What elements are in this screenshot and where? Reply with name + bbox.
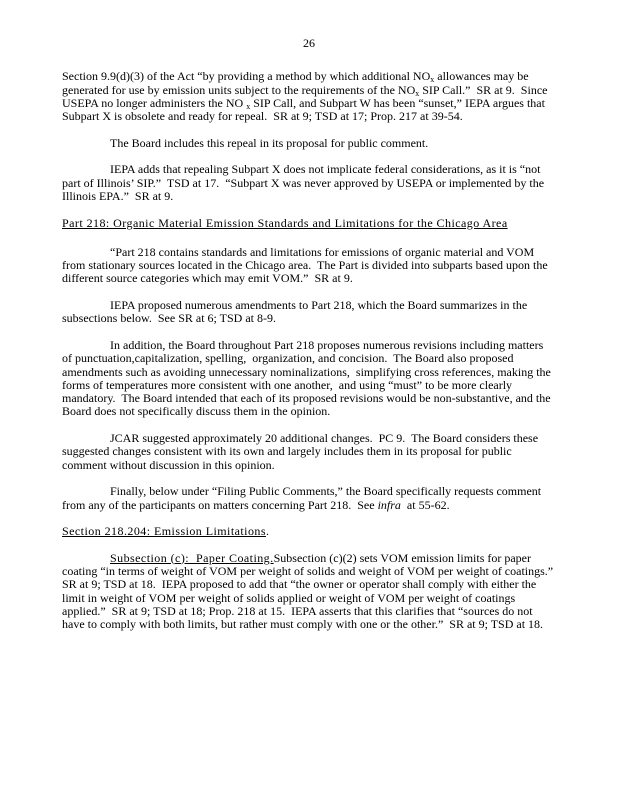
text-run: SIP Call, and Subpart W has been “sunset,” IEPA argues that Subpart X is obsolete and ready for repeal. SR at 9; TSD at 17; Prop. 217 at 39-54. bbox=[62, 95, 548, 124]
paragraph-filing-public-comments bbox=[62, 485, 556, 512]
text-run: allowances may be generated for use by emission units subject to the requirements of the NO bbox=[62, 69, 532, 97]
text-run: Finally, below under “Filing Public Comments,” the Board specifically requests comment from any of the participants on matters concerning Part 218. See bbox=[62, 484, 545, 512]
subsection-c-heading-text: Subsection (c): Paper Coating. bbox=[110, 550, 274, 565]
paragraph-board-revisions: In addition, the Board throughout Part 218 proposes numerous revisions including matters of punctuation,capitalization, spelling, organization, and concision. The Board also proposed amendments such as avoiding unnecessary nominalizations, simplifying cross references, making the forms of temperatures more consistent with one another, and using “must” to be more clearly mandatory. The Board intended that each of its proposed revisions would be non-substantive, and the Board does not specifically discuss them in the opinion. bbox=[62, 337, 554, 419]
subscript-x: x bbox=[246, 101, 251, 111]
italic-infra: infra bbox=[377, 497, 401, 512]
paragraph-iepa-proposed-amendments: IEPA proposed numerous amendments to Part 218, which the Board summarizes in the subsections below. See SR at 6; TSD at 8-9. bbox=[62, 298, 531, 326]
paragraph-iepa-federal-considerations: IEPA adds that repealing Subpart X does not implicate federal considerations, as it is “not part of Illinois’ SIP.” TSD at 17. “Subpart X was never approved by USEPA or implemented by the Illinois EPA.” SR at 9. bbox=[62, 162, 548, 203]
heading-section-218-204-text: Section 218.204: Emission Limitations bbox=[62, 524, 266, 539]
heading-part-218 bbox=[62, 217, 556, 230]
paragraph-board-includes-repeal: The Board includes this repeal in its proposal for public comment. bbox=[110, 135, 429, 150]
heading-section-218-204 bbox=[62, 525, 556, 538]
paragraph-part218-contains: “Part 218 contains standards and limitations for emissions of organic material and VOM from stationary sources located in the Chicago area. The Part is divided into subparts based upon the different source categories which may emit VOM.” SR at 9. bbox=[62, 244, 551, 286]
subscript-x: x bbox=[430, 75, 435, 85]
text-run: . bbox=[265, 524, 269, 539]
subscript-x: x bbox=[415, 88, 420, 98]
text-run: Subsection (c)(2) sets VOM emission limits for paper coating “in terms of weight of VOM per weight of solids and weight of VOM per weight of coatings.” SR at 9; TSD at 18. IEPA proposed to add that “the owner or operator shall comply with either the limit in weight of VOM per weight of solids applied or weight of VOM per weight of coatings applied.” SR at 9; TSD at 18; Prop. 218 at 15. IEPA asserts that this clarifies that “sources do not have to comply with both limits, but rather must comply with one or the other.” SR at 9; TSD at 18. bbox=[62, 550, 560, 632]
paragraph-jcar-changes: JCAR suggested approximately 20 additional changes. PC 9. The Board considers these suggested changes consistent with its own and largely includes them in its proposal for public comment without discussion in this opinion. bbox=[62, 431, 542, 472]
text-run: SIP Call.” SR at 9. Since USEPA no longer administers the NO bbox=[62, 82, 551, 110]
page-number: 26 bbox=[303, 36, 315, 50]
paragraph-act-section-99 bbox=[62, 70, 556, 123]
heading-part-218-text: Part 218: Organic Material Emission Standards and Limitations for the Chicago Area bbox=[62, 215, 508, 230]
paragraph-subsection-c-paper-coating bbox=[62, 550, 560, 632]
text-run: Section 9.9(d)(3) of the Act “by providing a method by which additional NO bbox=[62, 69, 431, 84]
text-run: at 55-62. bbox=[400, 497, 450, 512]
